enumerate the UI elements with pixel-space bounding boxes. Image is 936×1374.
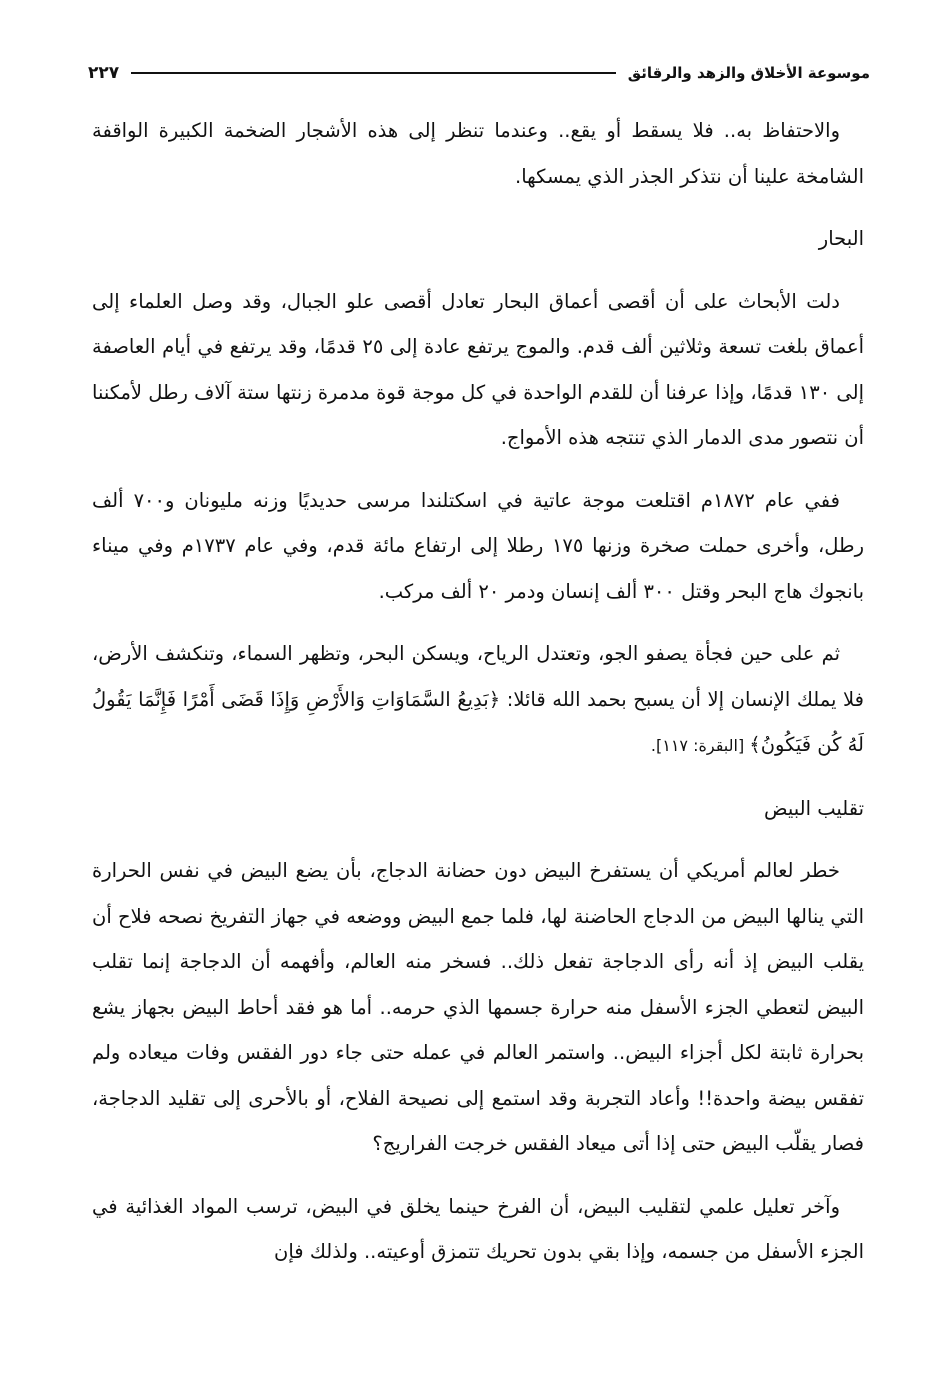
header-rule — [131, 72, 616, 74]
page-number: ٢٢٧ — [88, 63, 120, 83]
paragraph-4-text: ثم على حين فجأة يصفو الجو، وتعتدل الرياح، ويسكن البحر، وتظهر السماء، وتنكشف الأرض، فلا يملك الإنسان إلا أن يسبح بحمد الله قائلا: — [92, 642, 865, 711]
paragraph-4 — [92, 631, 864, 769]
paragraph-1: والاحتفاظ به.. فلا يسقط أو يقع.. وعندما تنظر إلى هذه الأشجار الضخمة الكبيرة الواقفة الشامخة علينا أن نتذكر الجذر الذي يمسكها. — [92, 119, 864, 188]
book-title: موسوعة الأخلاق والزهد والرقائق — [627, 64, 870, 82]
paragraph-5: خطر لعالم أمريكي أن يستفرخ البيض دون حضانة الدجاج، بأن يضع البيض في نفس الحرارة التي ينالها البيض من الدجاج الحاضنة لها، فلما جمع البيض ووضعه في جهاز التفريخ نصحه فلاح أن يقلب البيض إذ أنه رأى الدجاجة تفعل ذلك.. فسخر منه العالم، وأفهمه أن الدجاجة إنما تقلب البيض لتعطي الجزء الأسفل منه حرارة جسمها الذي حرمه.. أما هو فقد أحاط البيض بجهاز يشع بحرارة ثابتة لكل أجزاء البيض.. واستمر العالم في عمله حتى جاء دور الفقس وفات ميعاده ولم تفقس بيضة واحدة!! وأعاد التجربة وقد استمع إلى نصيحة الفلاح، أو بالأحرى إلى تقليد الدجاجة، فصار يقلّب البيض حتى إذا أتى ميعاد الفقس خرجت الفراريج؟ — [92, 859, 864, 1155]
page-body — [92, 108, 864, 1354]
paragraph-3: ففي عام ١٨٧٢م اقتلعت موجة عاتية في اسكتلندا مرسى حديديًا وزنه مليونان و٧٠٠ ألف رطل، وأخرى حملت صخرة وزنها ١٧٥ رطلا إلى ارتفاع مائة قدم، وفي عام ١٧٣٧م وفي ميناء بانجوك هاج البحر وقتل ٣٠٠ ألف إنسان ودمر ٢٠ ألف مركب. — [92, 488, 864, 603]
running-header — [88, 58, 870, 88]
quran-verse: ﴿بَدِيعُ السَّمَاوَاتِ وَالأَرْضِ وَإِذَا قَضَى أَمْرًا فَإِنَّمَا يَقُولُ لَهُ كُن فَيَكُونُ﴾ — [92, 687, 864, 756]
paragraph-6: وآخر تعليل علمي لتقليب البيض، أن الفرخ حينما يخلق في البيض، ترسب المواد الغذائية في الجزء الأسفل من جسمه، وإذا بقي بدون تحريك تتمزق أوعيته.. ولذلك فإن — [92, 1194, 864, 1263]
paragraph-2: دلت الأبحاث على أن أقصى أعماق البحار تعادل أقصى علو الجبال، وقد وصل العلماء إلى أعماق بلغت تسعة وثلاثين ألف قدم. والموج يرتفع عادة إلى ٢٥ قدمًا، وقد يرتفع في أيام العاصفة إلى ١٣٠ قدمًا، وإذا عرفنا أن للقدم الواحدة في كل موجة قوة مدمرة زنتها ستة آلاف رطل لأمكننا أن نتصور مدى الدمار الذي تنتجه هذه الأمواج. — [92, 289, 864, 449]
section-heading-seas: البحار — [818, 227, 864, 250]
verse-reference: [البقرة: ١١٧]. — [650, 736, 750, 755]
section-heading-eggs: تقليب البيض — [764, 796, 864, 820]
